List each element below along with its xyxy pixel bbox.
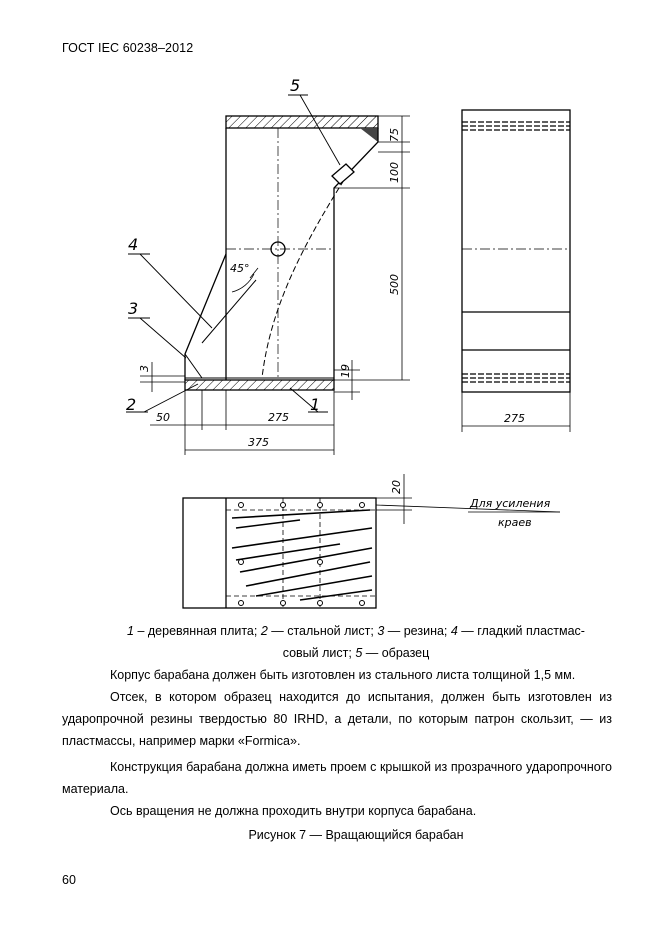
plan-view [183,498,376,608]
legend-text-5: — образец [362,646,430,660]
callout-4: 4 [128,235,139,254]
specimen [332,164,354,184]
legend-text-4b: совый лист; [282,646,356,660]
front-dimensions [140,116,410,455]
dim-275-side: 275 [504,412,525,425]
legend-num-2: 2 [260,624,268,638]
legend-num-1: 1 [127,624,134,638]
dim-19: 19 [339,364,352,378]
paragraph-3: Конструкция барабана должна иметь проем с крышкой из прозрачного ударопрочного материала. [62,760,612,796]
dim-50: 50 [156,411,170,424]
body-right-wall [334,128,378,380]
top-plate [226,116,378,128]
figure-legend [96,620,616,664]
dim-75: 75 [388,128,401,142]
document-header: ГОСТ IEC 60238–2012 [62,41,194,55]
dim-500: 500 [388,274,401,295]
legend-text-4: — гладкий пластмас- [457,624,585,638]
angle-45: 45° [230,262,250,275]
legend-text-1: – деревянная плита; [133,624,261,638]
front-view [185,116,378,390]
legend-text-2: — стальной лист; [267,624,378,638]
legend-num-3: 3 [377,624,385,638]
paragraph-4: Ось вращения не должна проходить внутри корпуса барабана. [110,804,477,818]
dim-375: 375 [248,436,269,449]
dim-275-front: 275 [268,411,289,424]
callout-3: 3 [128,299,139,318]
bottom-plate [185,380,334,390]
note-line-2: краев [498,516,532,529]
plan-holes [239,503,365,606]
callout-2: 2 [126,395,137,414]
callout-5: 5 [290,76,301,95]
paragraph-1: Корпус барабана должен быть изготовлен из стального листа толщиной 1,5 мм. [110,668,576,682]
callout-leaders [126,95,340,412]
legend-num-5: 5 [355,646,363,660]
legend-num-4: 4 [450,624,458,638]
dim-20: 20 [390,480,403,494]
note-line-1: Для усиления [470,497,551,510]
dim-100: 100 [388,162,401,183]
page-number: 60 [62,873,76,887]
figure-title: Рисунок 7 — Вращающийся барабан [248,828,464,842]
paragraph-2: Отсек, в котором образец находится до испытания, должен быть изготовлен из ударопрочной резины твердостью 80 IRHD, а детали, по которым патрон скользит, — из пластмассы, например марки «Formica». [62,690,612,748]
dim-3: 3 [138,365,151,372]
side-view [462,110,570,392]
rubber-corner [360,128,378,142]
callout-1: 1 [310,395,321,414]
chute-outer [185,254,226,380]
legend-text-3: — резина; [384,624,451,638]
